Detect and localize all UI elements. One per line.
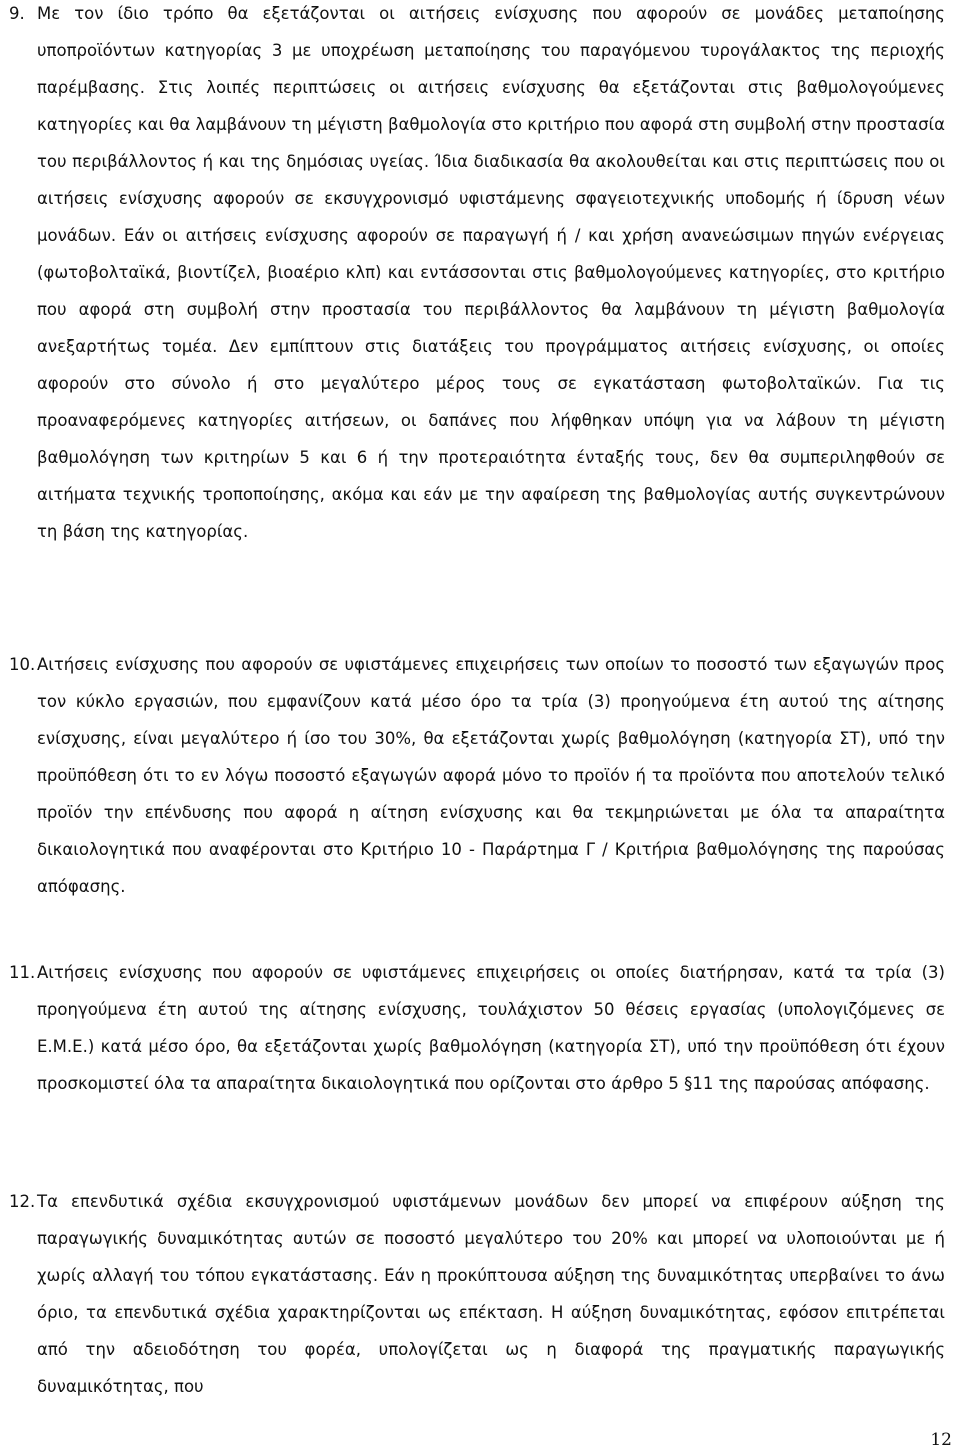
list-item-9 [0,0,945,550]
item-number: 10. [9,655,36,674]
item-number: 12. [9,1192,36,1211]
item-text: Με τον ίδιο τρόπο θα εξετάζονται οι αιτήσεις ενίσχυσης που αφορούν σε μονάδες μεταποίησης υποπροϊόντων κατηγορίας 3 με υποχρέωση μεταποίησης του παραγόμενου τυρογάλακτος της περιοχής παρέμβασης. Στις λοιπές περιπτώσεις οι αιτήσεις ενίσχυσης θα εξετάζονται στις βαθμολογούμενες κατηγορίες και θα λαμβάνουν τη μέγιστη βαθμολογία στο κριτήριο που αφορά στη συμβολή στην προστασία του περιβάλλοντος ή και της δημόσιας υγείας. Ίδια διαδικασία θα ακολουθείται και στις περιπτώσεις που οι αιτήσεις ενίσχυσης αφορούν σε εκσυγχρονισμό υφιστάμενης σφαγειοτεχνικής υποδομής ή ίδρυση νέων μονάδων. Εάν οι αιτήσεις ενίσχυσης αφορούν σε παραγωγή ή / και χρήση ανανεώσιμων πηγών ενέργειας (φωτοβολταϊκά, βιοντίζελ, βιοαέριο κλπ) και εντάσσονται στις βαθμολογούμενες κατηγορίες, στο κριτήριο που αφορά στη συμβολή στην προστασία του περιβάλλοντος θα λαμβάνουν τη μέγιστη βαθμολογία ανεξαρτήτως τομέα. Δεν εμπίπτουν στις διατάξεις του προγράμματος αιτήσεις ενίσχυσης, οι οποίες αφορούν στο σύνολο ή στο μεγαλύτερο μέρος τους σε εγκατάσταση φωτοβολταϊκών. Για τις προαναφερόμενες κατηγορίες αιτήσεων, οι δαπάνες που λήφθηκαν υπόψη για να λάβουν τη μέγιστη βαθμολόγηση των κριτηρίων 5 και 6 ή την προτεραιότητα ένταξής τους, δεν θα συμπεριληφθούν σε αιτήματα τεχνικής τροποποίησης, ακόμα και εάν με την αφαίρεση της βαθμολογίας αυτής συγκεντρώνουν τη βάση της κατηγορίας. [37,4,945,541]
item-text: Αιτήσεις ενίσχυσης που αφορούν σε υφιστάμενες επιχειρήσεις οι οποίες διατήρησαν, κατά τα τρία (3) προηγούμενα έτη αυτού της αίτησης ενίσχυσης, τουλάχιστον 50 θέσεις εργασίας (υπολογιζόμενες σε Ε.Μ.Ε.) κατά μέσο όρο, θα εξετάζονται χωρίς βαθμολόγηση (κατηγορία ΣΤ), υπό την προϋπόθεση ότι έχουν προσκομιστεί όλα τα απαραίτητα δικαιολογητικά που ορίζονται στο άρθρο 5 §11 της παρούσας απόφασης. [37,963,945,1093]
list-item-11 [0,954,945,1102]
list-item-10 [0,646,945,905]
page-number: 12 [930,1430,952,1450]
item-text: Τα επενδυτικά σχέδια εκσυγχρονισμού υφιστάμενων μονάδων δεν μπορεί να επιφέρουν αύξηση της παραγωγικής δυναμικότητας αυτών σε ποσοστό μεγαλύτερο του 20% και μπορεί να υλοποιούνται με ή χωρίς αλλαγή του τόπου εγκατάστασης. Εάν η προκύπτουσα αύξηση της δυναμικότητας υπερβαίνει το άνω όριο, τα επενδυτικά σχέδια χαρακτηρίζονται ως επέκταση. Η αύξηση δυναμικότητας, εφόσον επιτρέπεται από την αδειοδότηση του φορέα, υπολογίζεται ως η διαφορά της πραγματικής παραγωγικής δυναμικότητας, που [37,1192,945,1396]
item-text: Αιτήσεις ενίσχυσης που αφορούν σε υφιστάμενες επιχειρήσεις των οποίων το ποσοστό των εξαγωγών προς τον κύκλο εργασιών, που εμφανίζουν κατά μέσο όρο τα τρία (3) προηγούμενα έτη αυτού της αίτησης ενίσχυσης, είναι μεγαλύτερο ή ίσο του 30%, θα εξετάζονται χωρίς βαθμολόγηση (κατηγορία ΣΤ), υπό την προϋπόθεση ότι το εν λόγω ποσοστό εξαγωγών αφορά μόνο το προϊόν ή τα προϊόντα που αποτελούν τελικό προϊόν την επένδυσης που αφορά η αίτηση ενίσχυσης και θα τεκμηριώνεται με όλα τα απαραίτητα δικαιολογητικά που αναφέρονται στο Κριτήριο 10 - Παράρτημα Γ / Κριτήρια βαθμολόγησης της παρούσας απόφασης. [37,655,945,896]
item-number: 11. [9,963,36,982]
item-number: 9. [9,4,25,23]
list-item-12 [0,1183,945,1405]
